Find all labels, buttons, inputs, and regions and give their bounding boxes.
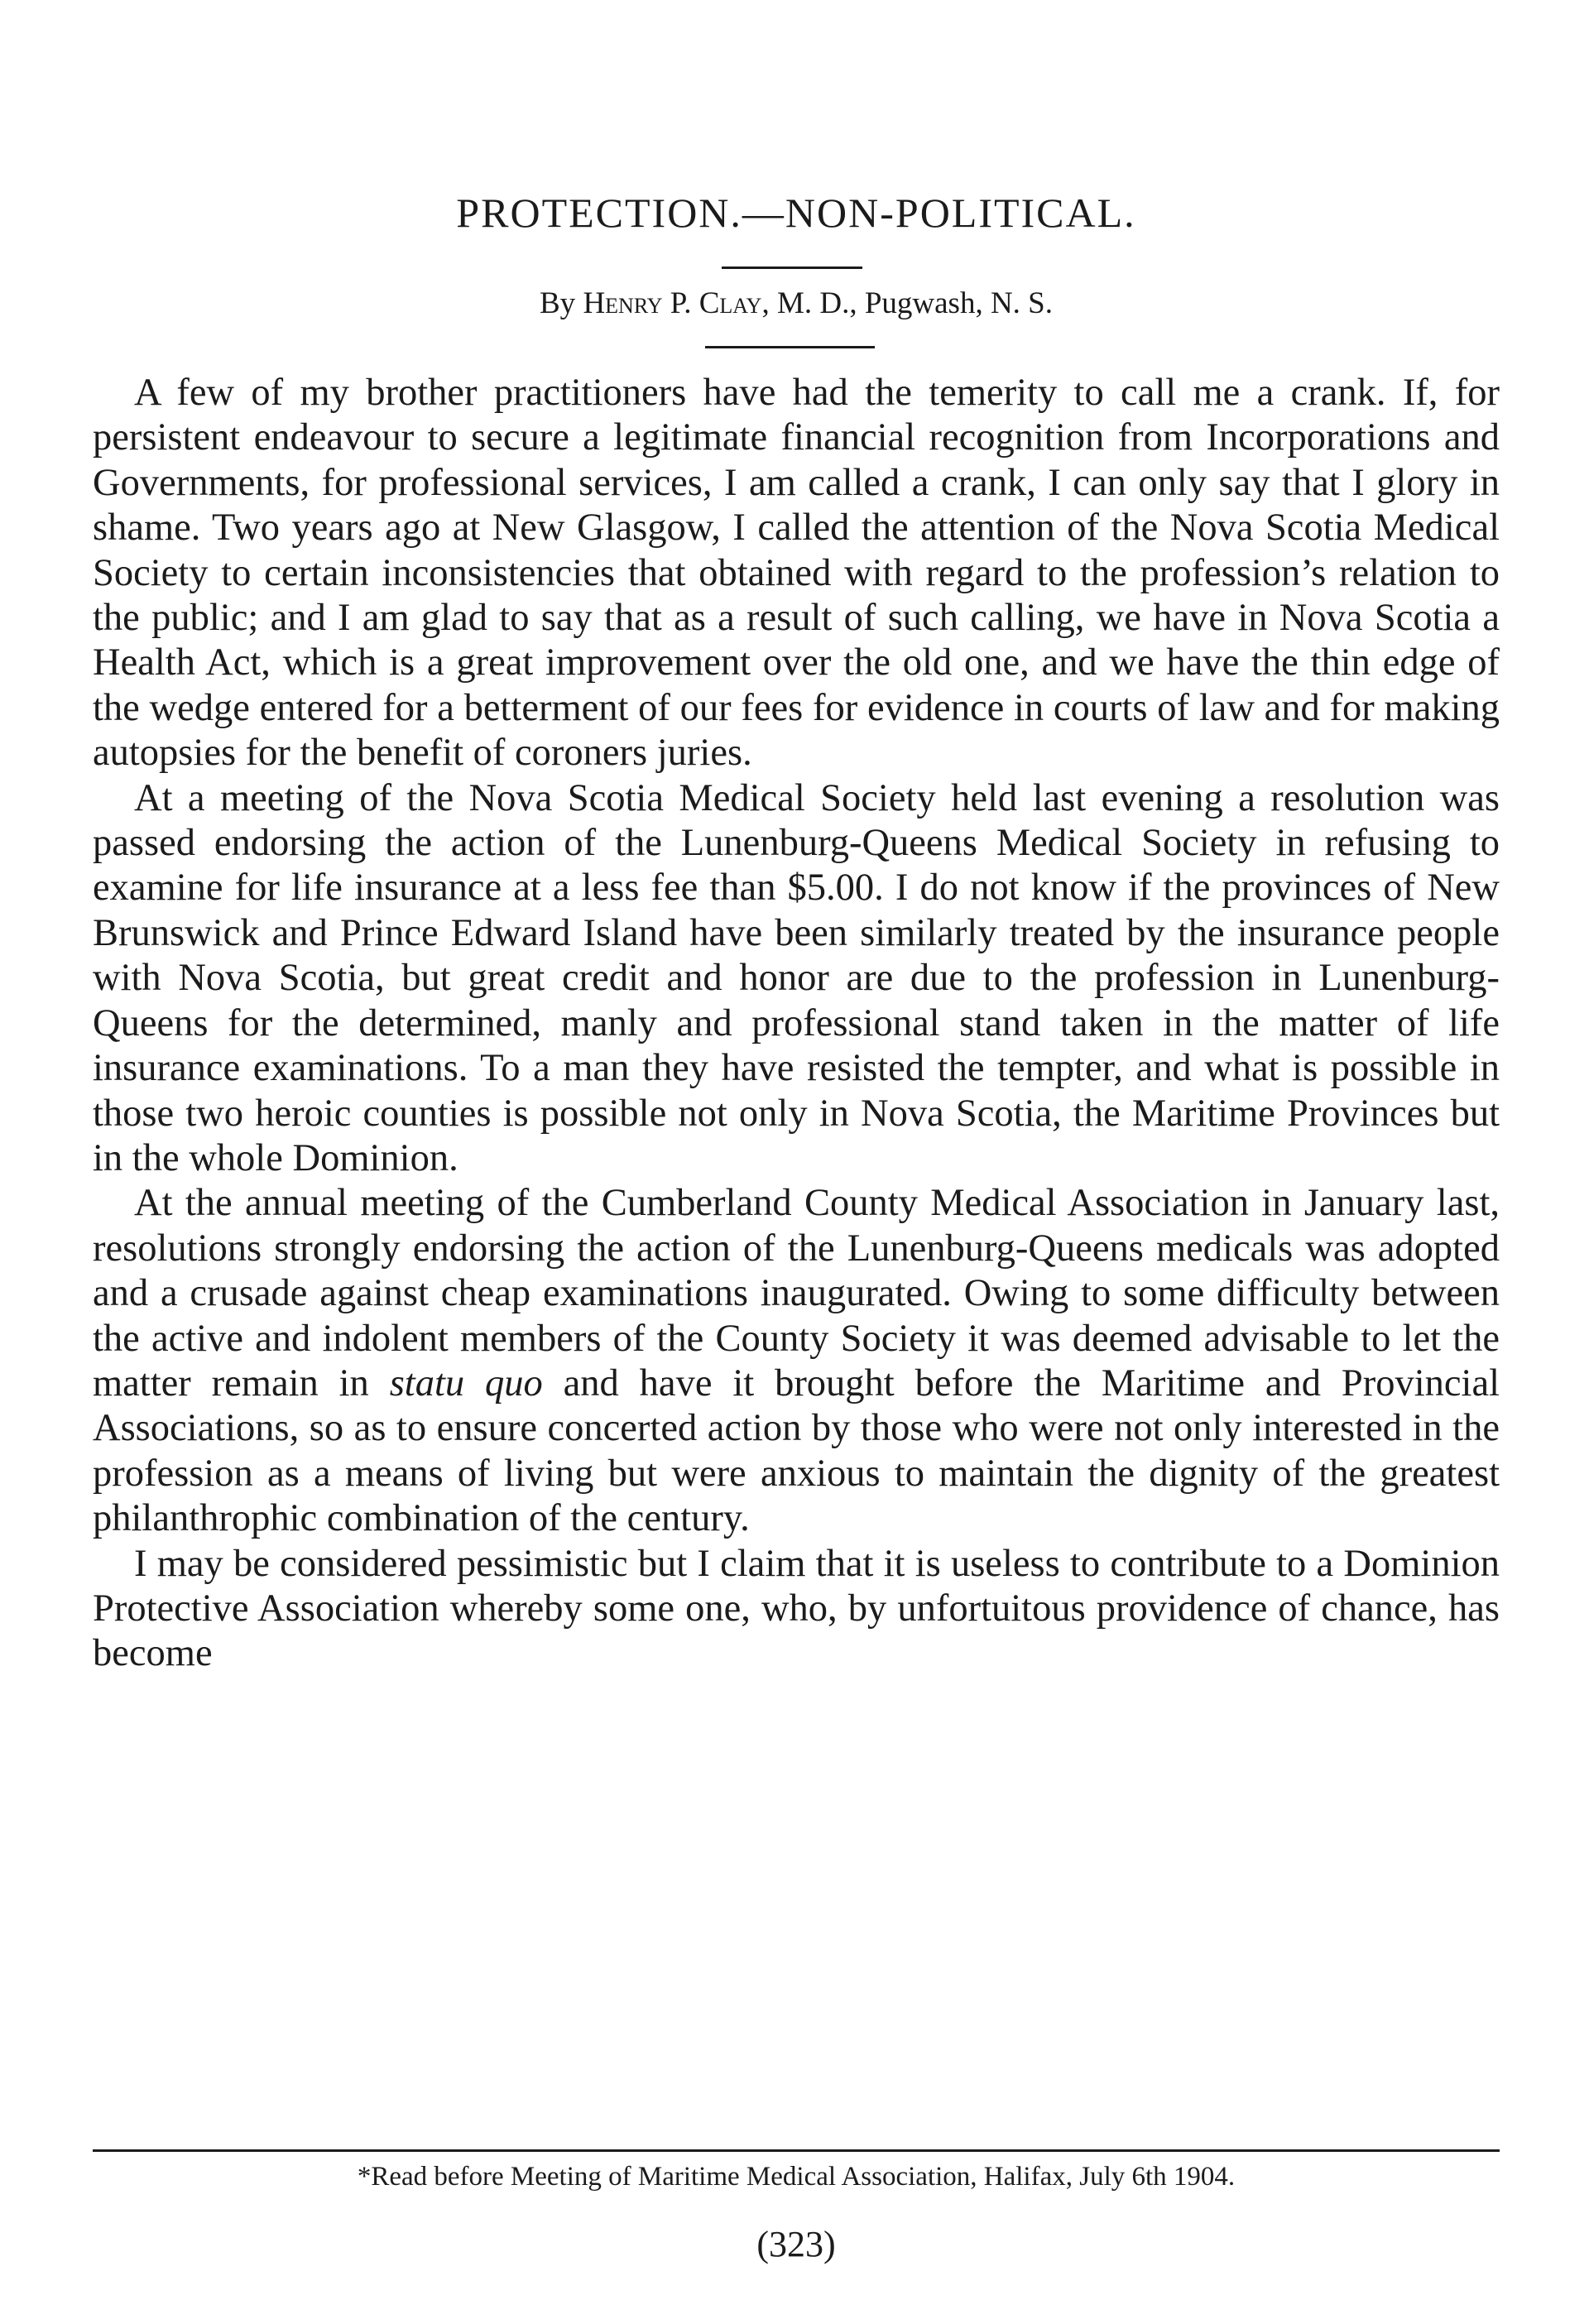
footnote-rule [93,2149,1500,2152]
paragraph: I may be considered pessimistic but I claim that it is useless to contribute to a Dominion Protective Association whereby some one, who, by unfortuitous providence of chance, has become [93,1542,1500,1675]
paragraph [93,1181,1500,1541]
byline-rule [705,346,875,348]
article-title: PROTECTION.—NON-POLITICAL. [456,190,1136,236]
byline-author: Henry P. Clay [583,286,762,320]
paragraph-text: At the annual meeting of the Cumberland County Medical Association in January last, resolutions strongly endorsing the action of the Lunenburg-Queens medicals was adopted and a crusade against cheap examinations inaugurated. Owing to some difficulty between the active and indolent members of the County Society it was deemed advisable to let the matter remain in [93,1182,1500,1404]
page-number: (323) [756,2224,836,2264]
paragraph-text: and have it brought before the Maritime and Provincial Associations, so as to ensure concerted action by those who were not only interested in the profession as a means of living but were anxious to maintain the dignity of the greatest philanthrophic combination of the century. [93,1361,1500,1540]
footnote: *Read before Meeting of Maritime Medical Association, Halifax, July 6th 1904. [357,2162,1236,2192]
paragraph: A few of my brother practitioners have had the temerity to call me a crank. If, for persistent endeavour to secure a legitimate financial recognition from Incorporations and Governments, for professional services, I am called a crank, I can only say that I glory in shame. Two years ago at New Glasgow, I called the attention of the Nova Scotia Medical Society to certain inconsistencies that obtained with regard to the profession’s relation to the public; and I am glad to say that as a result of such calling, we have in Nova Scotia a Health Act, which is a great improvement over the old one, and we have the thin edge of the wedge entered for a betterment of our fees for evidence in courts of law and for making autopsies for the benefit of coroners juries. [93,372,1500,775]
article-body [93,371,1500,1677]
byline-affiliation: , M. D., Pugwash, N. S. [761,286,1053,320]
paragraph: At a meeting of the Nova Scotia Medical Society held last evening a resolution was passed endorsing the action of the Lunenburg-Queens Medical Society in refusing to examine for life insurance at a less fee than $5.00. I do not know if the provinces of New Brunswick and Prince Edward Island have been similarly treated by the insurance people with Nova Scotia, but great credit and honor are due to the profession in Lunenburg-Queens for the determined, manly and professional stand taken in the matter of life insurance examinations. To a man they have resisted the tempter, and what is possible in those two heroic counties is possible not only in Nova Scotia, the Maritime Provinces but in the whole Dominion. [93,776,1500,1179]
document-page [93,0,1500,2324]
byline-prefix: By [540,286,576,320]
italic-phrase: statu quo [389,1361,543,1404]
title-rule [722,266,862,269]
byline [93,286,1500,321]
